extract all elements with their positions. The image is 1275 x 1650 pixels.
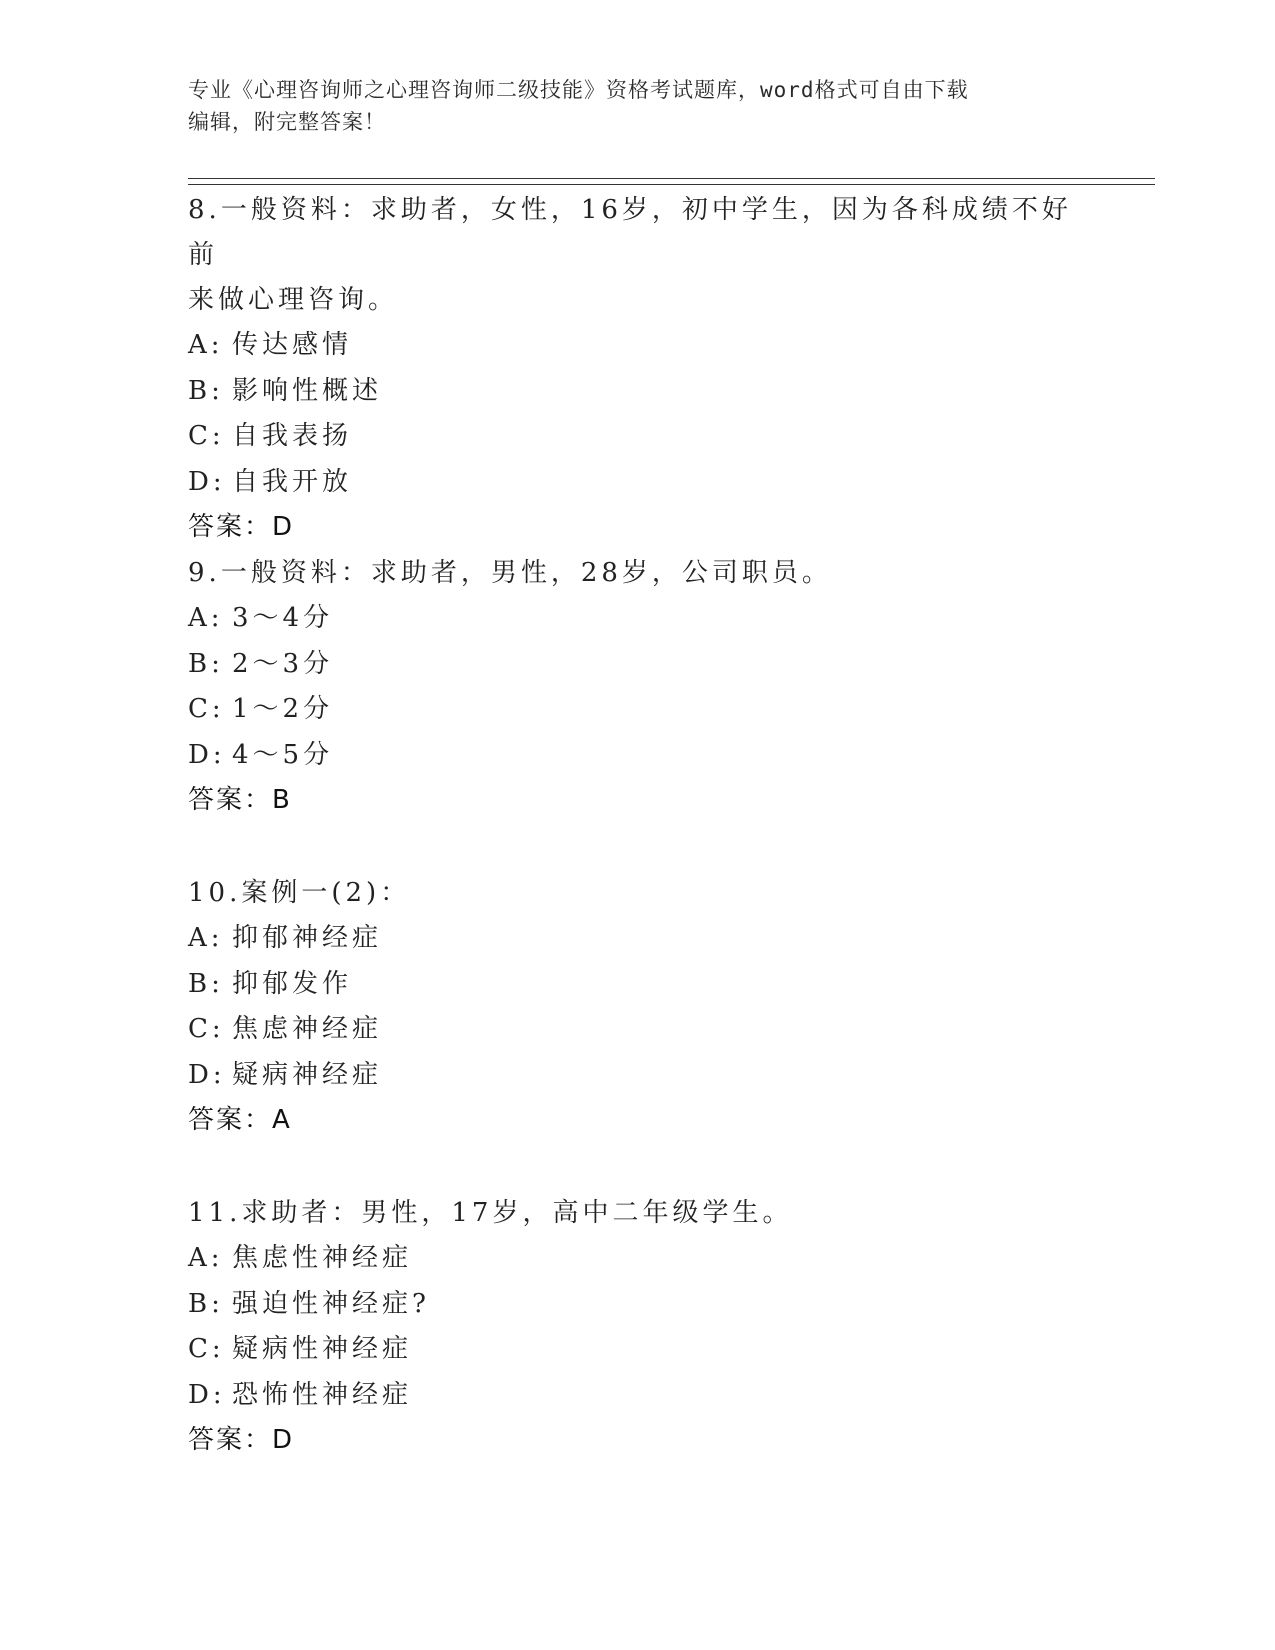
header-line-1: 专业《心理咨询师之心理咨询师二级技能》资格考试题库，word格式可自由下载 — [188, 78, 969, 102]
question-11 — [188, 1191, 1088, 1464]
question-text — [188, 1191, 1088, 1236]
option-text: 2～3分 — [232, 648, 334, 679]
option-b — [188, 369, 1088, 415]
option-text: 抑郁神经症 — [232, 923, 383, 953]
option-c — [188, 414, 1088, 460]
option-key: B: — [188, 968, 224, 999]
option-key: C: — [188, 694, 225, 724]
option-text: 自我表扬 — [232, 421, 353, 451]
option-text: 1～2分 — [232, 694, 334, 724]
question-text — [188, 551, 1088, 596]
option-text: 自我开放 — [232, 466, 353, 497]
option-c — [188, 1007, 1088, 1053]
option-d — [188, 1053, 1088, 1099]
question-text-line-1: 求助者：男性，17岁，高中二年级学生。 — [241, 1198, 793, 1228]
option-text: 强迫性神经症? — [232, 1288, 430, 1319]
option-text: 疑病性神经症 — [232, 1334, 413, 1364]
header-divider-bottom — [188, 184, 1155, 185]
option-key: B: — [188, 648, 224, 679]
option-text: 4～5分 — [232, 739, 334, 770]
option-key: A: — [188, 1243, 224, 1273]
answer-line: 答案：A — [188, 1105, 292, 1135]
question-number: 11. — [188, 1198, 242, 1228]
option-key: C: — [188, 1014, 225, 1044]
option-a — [188, 916, 1088, 962]
answer-line: 答案：D — [188, 1425, 295, 1455]
question-number: 9. — [188, 558, 221, 588]
question-text-line-2: 来做心理咨询。 — [188, 285, 399, 315]
option-key: B: — [188, 1288, 224, 1319]
option-a — [188, 323, 1088, 369]
question-number: 10. — [188, 878, 242, 908]
document-header — [188, 74, 1088, 138]
option-text: 抑郁发作 — [232, 968, 353, 999]
option-key: A: — [188, 603, 224, 633]
question-9 — [188, 551, 1088, 824]
option-key: B: — [188, 375, 224, 406]
option-c — [188, 687, 1088, 733]
question-text — [188, 188, 1088, 278]
option-d — [188, 1373, 1088, 1419]
option-text: 影响性概述 — [232, 375, 383, 406]
question-text-line-1: 一般资料：求助者，男性，28岁，公司职员。 — [220, 558, 832, 588]
question-10 — [188, 871, 1088, 1144]
option-d — [188, 460, 1088, 506]
option-key: A: — [188, 330, 224, 360]
option-text: 焦虑性神经症 — [232, 1243, 413, 1273]
option-key: D: — [188, 466, 226, 497]
option-b — [188, 1282, 1088, 1328]
option-text: 疑病神经症 — [232, 1059, 383, 1090]
option-b — [188, 642, 1088, 688]
question-text — [188, 871, 1088, 916]
option-key: D: — [188, 739, 226, 770]
header-divider-top — [188, 178, 1155, 179]
option-text: 焦虑神经症 — [232, 1014, 383, 1044]
option-key: D: — [188, 1059, 226, 1090]
answer-line: 答案：D — [188, 512, 295, 542]
question-text-line-1: 一般资料：求助者，女性，16岁，初中学生，因为各科成绩不好前 — [188, 195, 1072, 270]
option-b — [188, 962, 1088, 1008]
option-key: C: — [188, 421, 225, 451]
option-c — [188, 1327, 1088, 1373]
option-text: 3～4分 — [232, 603, 334, 633]
question-text-line-1: 案例一(2)： — [241, 878, 411, 908]
answer-line: 答案：B — [188, 785, 292, 815]
option-a — [188, 1236, 1088, 1282]
option-text: 传达感情 — [232, 330, 353, 360]
option-a — [188, 596, 1088, 642]
option-key: C: — [188, 1334, 225, 1364]
question-8 — [188, 188, 1088, 551]
option-text: 恐怖性神经症 — [232, 1379, 413, 1410]
question-number: 8. — [188, 195, 221, 225]
option-d — [188, 733, 1088, 779]
option-key: A: — [188, 923, 224, 953]
header-line-2: 编辑，附完整答案！ — [188, 110, 386, 134]
option-key: D: — [188, 1379, 226, 1410]
